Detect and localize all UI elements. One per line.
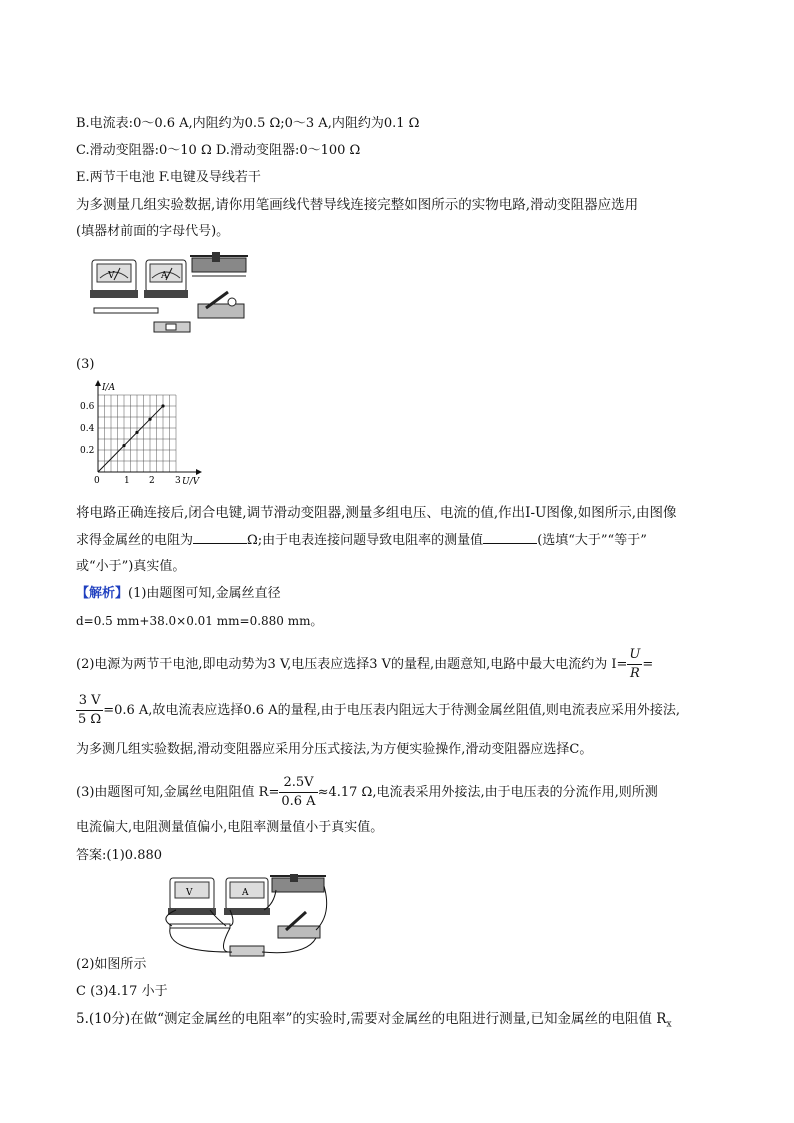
analysis-2: d=0.5 mm+38.0×0.01 mm=0.880 mm。 [76, 614, 323, 628]
option-b: B.电流表:0～0.6 A,内阻约为0.5 Ω;0～3 A,内阻约为0.1 Ω [76, 116, 420, 131]
question-3-choice: 或“小于”)真实值。 [76, 559, 186, 574]
data-point [161, 404, 164, 407]
x-tick-label: 0 [94, 476, 100, 486]
text-segment: (1)由题图可知,金属丝直径 [128, 586, 281, 601]
text-segment: (3)由题图可知,金属丝电阻阻值 R= [76, 785, 280, 800]
battery-icon [230, 946, 264, 956]
analysis-6 [76, 774, 658, 811]
analysis-7: 电流偏大,电阻测量值偏小,电阻率测量值小于真实值。 [76, 820, 384, 835]
question-3-label: (3) [76, 357, 95, 372]
fraction-numerator: U [627, 646, 642, 665]
wired-circuit-figure [156, 874, 332, 960]
data-point [148, 418, 151, 421]
voltmeter-icon [168, 878, 216, 915]
answer-1: 答案:(1)0.880 [76, 848, 163, 863]
analysis-4 [76, 692, 680, 729]
text-segment: = [642, 657, 654, 672]
text-segment: 求得金属丝的电阻为 [76, 533, 194, 548]
subscript: x [666, 1019, 672, 1030]
y-axis-arrow [95, 380, 101, 386]
x-tick-label: 1 [124, 476, 130, 486]
answer-2: (2)如图所示 [76, 957, 147, 972]
voltmeter-icon [90, 260, 138, 298]
y-axis-label: I/A [102, 383, 116, 393]
text-segment: =0.6 A,故电流表应选择0.6 A的量程,由于电压表内阻远大于待测金属丝阻值,则电流表应采用外接法, [103, 703, 680, 718]
ammeter-icon [144, 260, 188, 298]
text-segment: 5.(10分)在做“测定金属丝的电阻率”的实验时,需要对金属丝的电阻进行测量,已知金属丝的电阻值 R [76, 1011, 667, 1027]
answer-3: C (3)4.17 小于 [76, 984, 168, 999]
metal-wire-icon [170, 924, 230, 928]
analysis-1 [76, 585, 281, 603]
battery-icon [154, 322, 190, 332]
text-segment: (2)电源为两节干电池,即电动势为3 V,电压表应选择3 V的量程,由题意知,电路中最大电流约为 I= [76, 657, 628, 672]
y-tick-label: 0.2 [80, 446, 95, 456]
data-point [122, 444, 125, 447]
x-tick-label: 3 [175, 476, 181, 486]
question-3-blanks [76, 531, 647, 550]
ammeter-label: A [161, 271, 168, 281]
fraction-denominator: R [630, 666, 640, 681]
text-segment: ≈4.17 Ω,电流表采用外接法,由于电压表的分流作用,则所测 [317, 785, 658, 800]
iu-graph [76, 376, 216, 488]
text-segment: Ω;由于电表连接问题导致电阻率的测量值 [247, 533, 484, 548]
fraction-3v-over-5ohm [76, 692, 103, 729]
analysis-5: 为多测几组实验数据,滑动变阻器应采用分压式接法,为方便实验操作,滑动变阻器应选择C。 [76, 742, 593, 757]
switch-icon [198, 292, 244, 318]
ammeter-icon [224, 878, 270, 915]
voltmeter-label: V [186, 888, 193, 898]
fraction-denominator: 0.6 A [281, 794, 316, 809]
data-point [135, 431, 138, 434]
rheostat-icon [270, 874, 326, 892]
ammeter-label: A [242, 888, 249, 898]
fraction-resistance [279, 774, 317, 811]
fraction-numerator: 3 V [76, 692, 103, 711]
analysis-3 [76, 646, 653, 683]
answer-blank[interactable] [193, 531, 247, 544]
question-3-text: 将电路正确连接后,闭合电键,调节滑动变阻器,测量多组电压、电流的值,作出I-U图像,如图所示,由图像 [76, 505, 677, 521]
metal-wire-icon [94, 308, 158, 313]
switch-icon [278, 912, 320, 938]
answer-blank[interactable] [483, 531, 537, 544]
x-tick-label: 2 [149, 476, 155, 486]
fraction-numerator: 2.5V [279, 774, 317, 793]
option-ef: E.两节干电池 F.电键及导线若干 [76, 170, 261, 185]
question-2-text: 为多测量几组实验数据,请你用笔画线代替导线连接完整如图所示的实物电路,滑动变阻器应选用 [76, 197, 639, 213]
option-cd: C.滑动变阻器:0～10 Ω D.滑动变阻器:0～100 Ω [76, 143, 361, 158]
question-5 [76, 1010, 672, 1034]
analysis-tag: 【解析】 [76, 586, 129, 601]
text-segment: (选填“大于”“等于” [537, 533, 647, 548]
voltmeter-label: V [108, 271, 115, 281]
x-axis-label: U/V [182, 477, 200, 487]
circuit-equipment-figure [86, 252, 256, 334]
question-2-fill: (填器材前面的字母代号)。 [76, 224, 230, 239]
rheostat-icon [190, 252, 248, 276]
x-axis-arrow [196, 469, 202, 475]
y-tick-label: 0.4 [80, 424, 95, 434]
fraction-denominator: 5 Ω [78, 712, 102, 727]
y-tick-label: 0.6 [80, 402, 95, 412]
fraction-u-over-r [627, 646, 642, 683]
